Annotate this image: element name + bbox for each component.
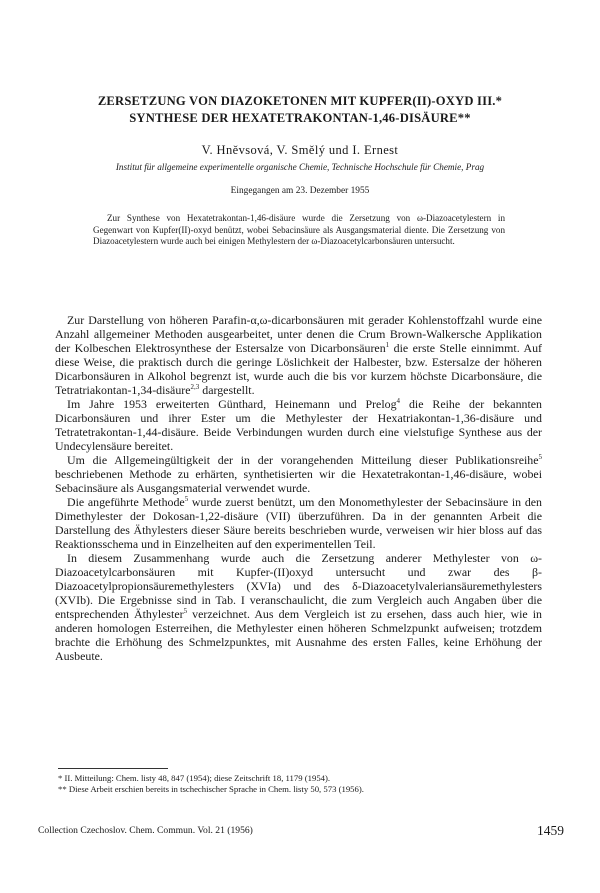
reference-mark: 5: [538, 453, 542, 462]
abstract: Zur Synthese von Hexatetrakontan-1,46-disäure wurde die Zersetzung von ω-Diazoacetylestern in Gegenwart von Kupfer(II)-oxyd benützt, wobei Sebacinsäure als Ausgangsmaterial diente. Die Zersetzung von Diazoacetylestern wurde auch bei einigen Methylestern der ω-Diazoacetylcarbonsäuren untersucht.: [93, 213, 505, 247]
affiliation: Institut für allgemeine experimentelle organische Chemie, Technische Hochschule für Chemie, Prag: [115, 162, 485, 172]
paragraph-5: In diesem Zusammenhang wurde auch die Zersetzung anderer Methylester von ω-Diazoacetylcarbonsäuren mit Kupfer-(II)oxyd untersucht und zwar des β-Diazoacetylpropionsäuremethylesters (XVIa) und des δ-Diazoacetylvaleriansäuremethylesters (XVIb). Die Ergebnisse sind in Tab. I veranschaulicht, die zum Vergleich auch Angaben über die entsprechenden Äthylester$^5$ verzeichnet. Aus dem Vergleich ist zu ersehen, dass auch hier, wie in anderen homologen Esterreihen, die Methylester einen höheren Schmelzpunkt aufweisen; trotzdem brachte die Erhöhung des Schmelzpunktes, mit Ausnahme des ersten Falles, keine Erhöhung der Ausbeute.: [55, 551, 542, 663]
reference-mark: 4: [396, 397, 401, 406]
footnote-1: * II. Mitteilung: Chem. listy 48, 847 (1954); diese Zeitschrift 18, 1179 (1954).: [58, 773, 331, 783]
footnote-rule: [58, 768, 168, 769]
reference-mark: 2,3: [190, 383, 200, 392]
paragraph-2: Im Jahre 1953 erweiterten Günthard, Heinemann und Prelog$^4$ die Reihe der bekannten Dicarbonsäuren und ihrer Ester um die Methylester der Hexatriakontan-1,36-disäure und Tetratetrakontan-1,44-disäure. Beide Verbindungen wurden durch eine vielstufige Synthese aus der Undecylensäure bereitet.: [55, 397, 542, 453]
reference-mark: 1: [385, 341, 390, 350]
article-body: [55, 313, 542, 663]
footnotes: [58, 773, 538, 795]
title-line-2: SYNTHESE DER HEXATETRAKONTAN-1,46-DISÄURE**: [129, 111, 471, 125]
paragraph-4: Die angeführte Methode$^5$ wurde zuerst benützt, um den Monomethylester der Sebacinsäure in den Dimethylester der Dokosan-1,22-disäure (VII) überzuführen. Da in der genannten Arbeit die Darstellung des Äthylesters dieser Säure bereits beschrieben wurde, verweisen wir hier bloss auf das Reaktionsschema und in Einzelheiten auf den experimentellen Teil.: [55, 495, 542, 551]
footnote-2: ** Diese Arbeit erschien bereits in tschechischer Sprache in Chem. listy 50, 573 (1956).: [58, 784, 364, 794]
reference-mark: 5: [184, 495, 189, 504]
page-number: 1459: [537, 823, 564, 838]
journal-citation: Collection Czechoslov. Chem. Commun. Vol. 21 (1956): [38, 825, 253, 836]
received-date: Eingegangen am 23. Dezember 1955: [230, 186, 370, 196]
title-line-1: ZERSETZUNG VON DIAZOKETONEN MIT KUPFER(II)-OXYD III.*: [97, 94, 503, 108]
paragraph-3: Um die Allgemeingültigkeit der in der vorangehenden Mitteilung dieser Publikationsreihe$^5$ beschriebenen Methode zu erhärten, synthetisierten wir die Hexatetrakontan-1,46-disäure, wobei Sebacinsäure als Ausgangsmaterial verwendet wurde.: [55, 453, 542, 495]
paragraph-1: Zur Darstellung von höheren Parafin-α,ω-dicarbonsäuren mit gerader Kohlenstoffzahl wurde eine Anzahl allgemeiner Methoden ausgearbeitet, unter denen die Crum Brown-Walkersche Applikation der Kolbeschen Elektrosynthese der Estersalze von Dicarbonsäuren$^1$ die erste Stelle einnimmt. Auf diese Weise, die praktisch durch die geringe Löslichkeit der Halbester, bzw. Estersalze der höheren Dicarbonsäuren in Alkohol begrenzt ist, wurde auch die bis vor kurzem höchste Dicarbonsäure, die Tetratriakontan-1,34-disäure$^{2,3}$ dargestellt.: [55, 313, 542, 397]
article-title: [40, 93, 560, 127]
reference-mark: 5: [183, 607, 188, 616]
authors: V. Hněvsová, V. Smělý und I. Ernest: [201, 143, 399, 157]
